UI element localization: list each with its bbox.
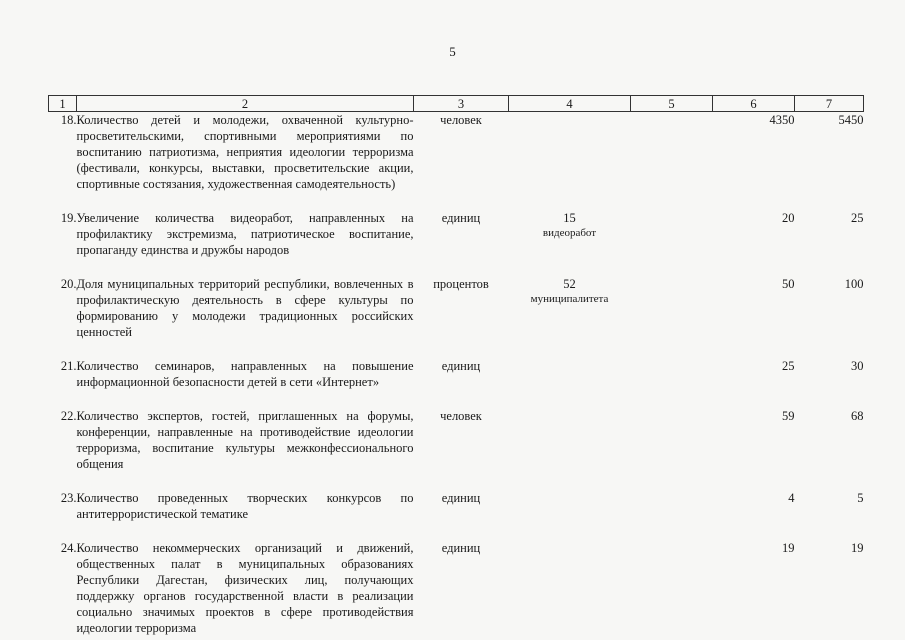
col5-cell [631, 112, 713, 193]
base-value-cell [509, 210, 631, 258]
unit-cell: процентов [433, 277, 489, 291]
table-row [49, 358, 864, 390]
row-number: 20. [60, 277, 77, 291]
base-value-cell [509, 408, 631, 472]
row-number: 22. [60, 409, 77, 423]
row-number: 21. [60, 359, 77, 373]
indicator-description: Увеличение количества видеоработ, направленных на профилактику экстремизма, патриотическое воспитание, пропаганду единства и дружбы народов [76, 211, 414, 257]
indicator-description: Количество экспертов, гостей, приглашенных на форумы, конференции, направленные на противодействие идеологии терроризма, воспитание культуры межконфессионального общения [76, 409, 414, 471]
unit-cell: единиц [441, 211, 481, 225]
row-number: 18. [60, 113, 77, 127]
table-row [49, 540, 864, 636]
column-header: 2 [77, 96, 414, 112]
column-header: 7 [795, 96, 864, 112]
col6-value: 59 [782, 409, 795, 423]
col6-value: 4350 [769, 113, 795, 127]
base-value: 15 [563, 211, 576, 225]
column-header: 1 [49, 96, 77, 112]
indicator-description: Количество семинаров, направленных на повышение информационной безопасности детей в сети «Интернет» [76, 359, 414, 389]
base-value-cell [509, 112, 631, 193]
table-row [49, 276, 864, 340]
indicator-description: Количество проведенных творческих конкурсов по антитеррористической тематике [76, 491, 414, 521]
base-value-cell [509, 276, 631, 340]
col7-value: 100 [844, 277, 864, 291]
column-header: 3 [414, 96, 509, 112]
row-number: 23. [60, 491, 77, 505]
col6-value: 4 [788, 491, 795, 505]
base-note: муниципалитета [530, 293, 609, 305]
base-value-cell [509, 540, 631, 636]
col7-value: 30 [851, 359, 864, 373]
table-row [49, 210, 864, 258]
col6-value: 19 [782, 541, 795, 555]
indicator-description: Количество некоммерческих организаций и движений, общественных палат в муниципальных образованиях Республики Дагестан, физических лиц, получающих поддержку органов государственной власти в реализации социально значимых проектов в сфере противодействия идеологии терроризма [76, 541, 414, 635]
col5-cell [631, 490, 713, 522]
column-header: 6 [713, 96, 795, 112]
base-value-cell [509, 490, 631, 522]
col5-cell [631, 408, 713, 472]
col6-value: 50 [782, 277, 795, 291]
base-value-cell [509, 358, 631, 390]
indicator-description: Количество детей и молодежи, охваченной культурно-просветительскими, спортивными мероприятиями по воспитанию патриотизма, неприятия идеологии терроризма (фестивали, конкурсы, выставки, просветительские акции, спортивные состязания, художественная самодеятельность) [76, 113, 414, 191]
column-header: 4 [509, 96, 631, 112]
col6-value: 25 [782, 359, 795, 373]
unit-cell: человек [440, 409, 482, 423]
col7-value: 25 [851, 211, 864, 225]
table-row [49, 112, 864, 193]
column-header: 5 [631, 96, 713, 112]
base-value: 52 [563, 277, 576, 291]
row-number: 19. [60, 211, 77, 225]
indicator-description: Доля муниципальных территорий республики, вовлеченных в профилактическую деятельность в сфере культуры по формированию у молодежи традиционных российских ценностей [76, 277, 414, 339]
unit-cell: человек [440, 113, 482, 127]
col7-value: 19 [851, 541, 864, 555]
unit-cell: единиц [441, 541, 481, 555]
col7-value: 5 [857, 491, 864, 505]
table-row [49, 490, 864, 522]
indicators-table [48, 95, 864, 636]
col6-value: 20 [782, 211, 795, 225]
col7-value: 5450 [838, 113, 864, 127]
header-row [49, 96, 864, 112]
unit-cell: единиц [441, 491, 481, 505]
table-row [49, 408, 864, 472]
base-note: видеоработ [542, 227, 597, 239]
page-number: 5 [449, 44, 456, 59]
unit-cell: единиц [441, 359, 481, 373]
col5-cell [631, 210, 713, 258]
col7-value: 68 [851, 409, 864, 423]
row-number: 24. [60, 541, 77, 555]
col5-cell [631, 358, 713, 390]
col5-cell [631, 540, 713, 636]
col5-cell [631, 276, 713, 340]
